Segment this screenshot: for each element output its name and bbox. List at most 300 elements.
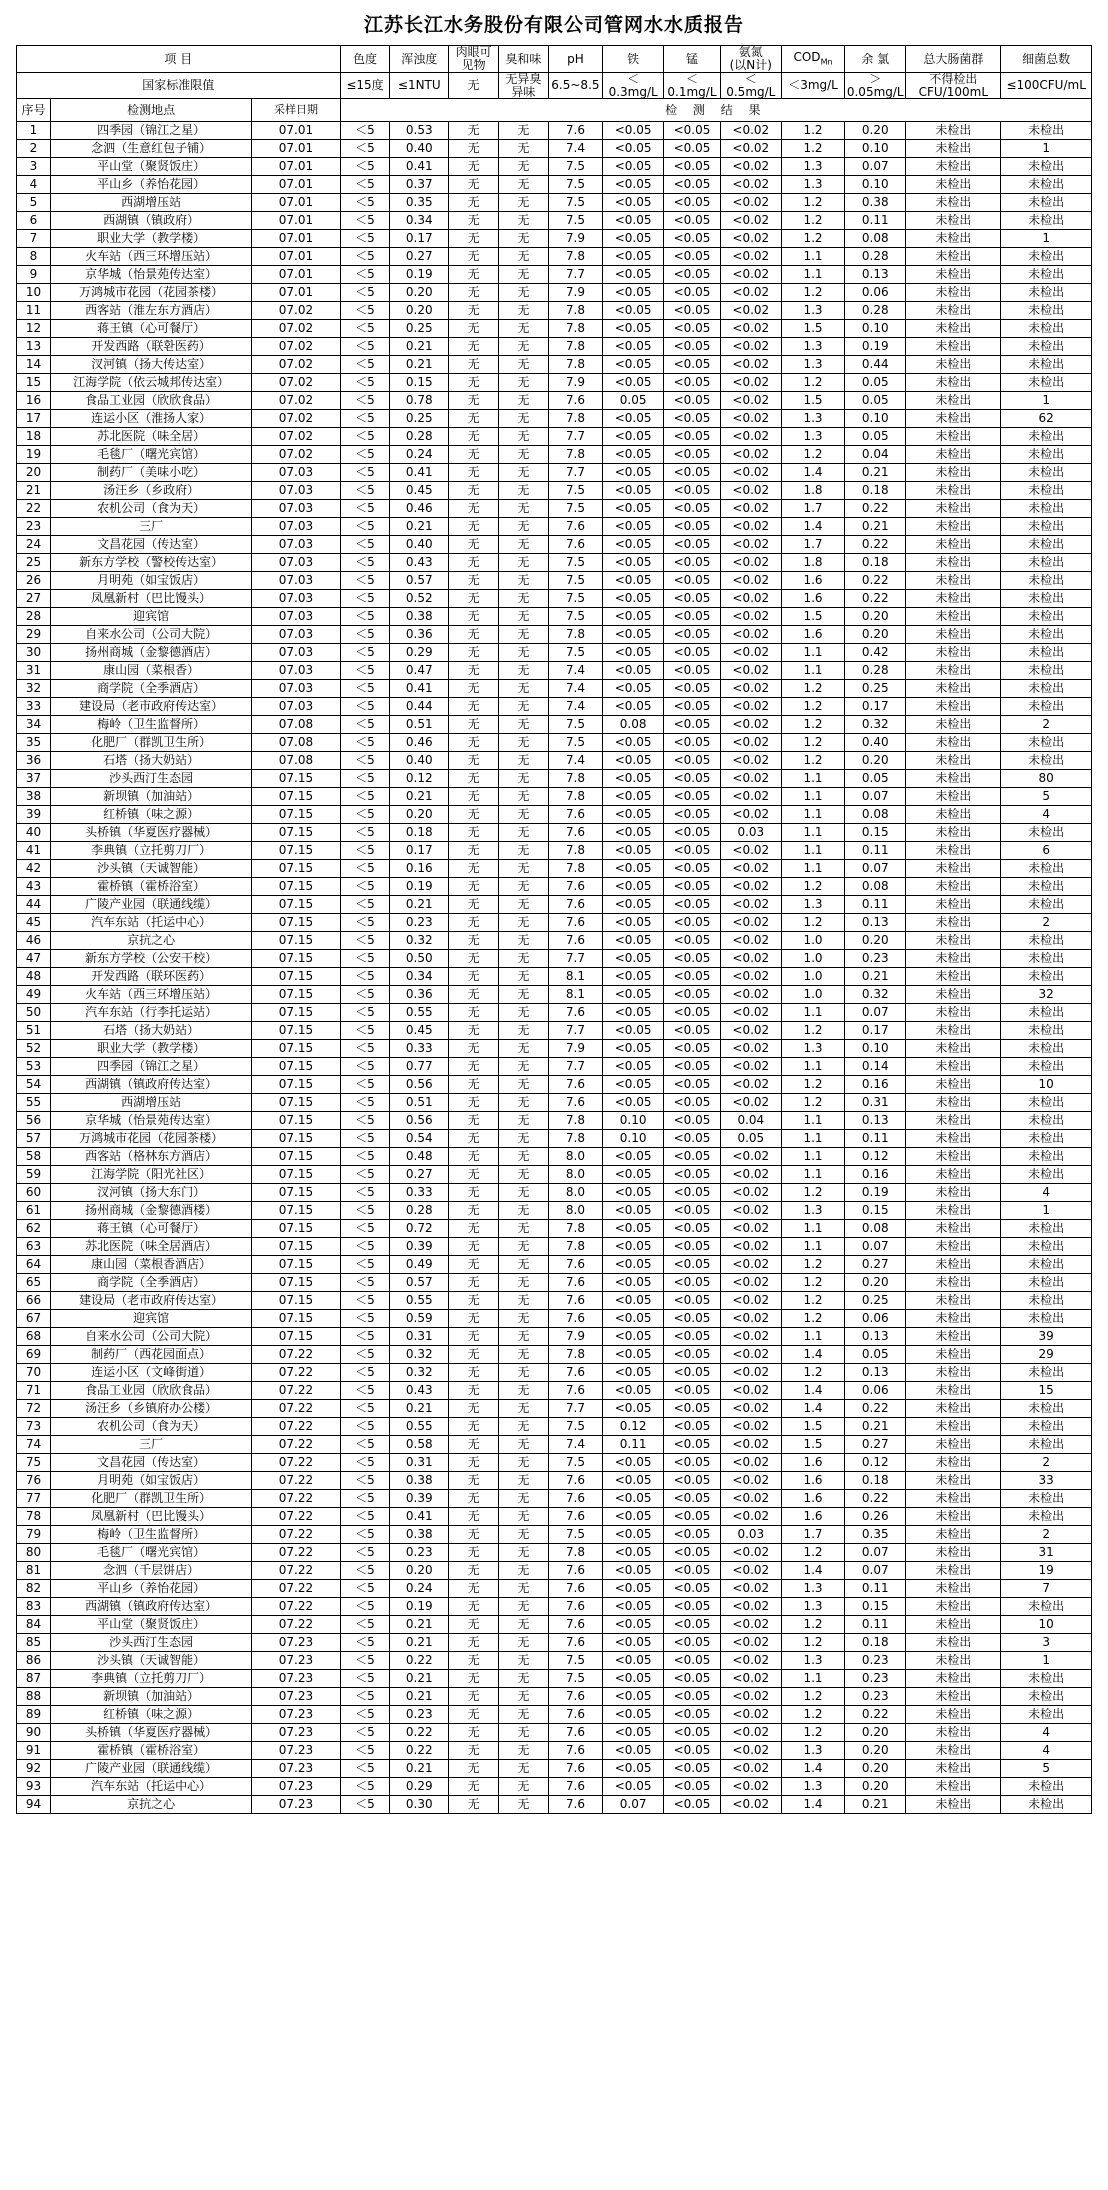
table-row	[17, 860, 1092, 878]
row-turbidity: 0.24	[390, 1580, 449, 1598]
row-site: 石塔（扬大奶站）	[50, 752, 251, 770]
table-row	[17, 1040, 1092, 1058]
row-odor: 无	[498, 194, 548, 212]
row-index: 35	[17, 734, 51, 752]
row-manganese: <0.05	[664, 1274, 721, 1292]
row-ph: 7.6	[548, 1688, 602, 1706]
row-bacteria: 未检出	[1001, 1490, 1092, 1508]
row-site: 化肥厂（群凯卫生所）	[50, 734, 251, 752]
row-site: 李典镇（立托剪刀厂）	[50, 1670, 251, 1688]
row-index: 84	[17, 1616, 51, 1634]
row-cod: 1.2	[781, 680, 844, 698]
row-index: 49	[17, 986, 51, 1004]
row-ammonia: <0.02	[720, 230, 781, 248]
row-manganese: <0.05	[664, 122, 721, 140]
row-cod: 1.1	[781, 248, 844, 266]
row-ph: 7.5	[548, 500, 602, 518]
row-chlorine: 0.27	[845, 1436, 906, 1454]
row-cod: 1.4	[781, 1346, 844, 1364]
row-index: 33	[17, 698, 51, 716]
row-iron: <0.05	[603, 1364, 664, 1382]
limit-bacteria: ≤100CFU/mL	[1001, 73, 1092, 99]
row-bacteria: 未检出	[1001, 212, 1092, 230]
row-turbidity: 0.55	[390, 1004, 449, 1022]
row-bacteria: 未检出	[1001, 158, 1092, 176]
row-turbidity: 0.51	[390, 716, 449, 734]
row-chlorine: 0.22	[845, 500, 906, 518]
table-row	[17, 986, 1092, 1004]
row-cod: 1.0	[781, 968, 844, 986]
row-ph: 7.5	[548, 554, 602, 572]
row-ammonia: <0.02	[720, 1778, 781, 1796]
row-manganese: <0.05	[664, 194, 721, 212]
header-col-bacteria: 细菌总数	[1001, 46, 1092, 73]
row-index: 13	[17, 338, 51, 356]
row-ammonia: <0.02	[720, 1238, 781, 1256]
row-date: 07.02	[252, 320, 340, 338]
row-cod: 1.1	[781, 1670, 844, 1688]
row-ph: 7.9	[548, 230, 602, 248]
row-index: 20	[17, 464, 51, 482]
row-manganese: <0.05	[664, 824, 721, 842]
table-row	[17, 1130, 1092, 1148]
row-cod: 1.2	[781, 1274, 844, 1292]
row-chlorine: 0.12	[845, 1148, 906, 1166]
row-site: 西湖增压站	[50, 1094, 251, 1112]
row-turbidity: 0.21	[390, 1400, 449, 1418]
row-coliform: 未检出	[906, 1346, 1001, 1364]
row-cod: 1.3	[781, 428, 844, 446]
row-site: 头桥镇（华夏医疗器械）	[50, 1724, 251, 1742]
row-coliform: 未检出	[906, 1760, 1001, 1778]
row-ph: 7.6	[548, 1778, 602, 1796]
row-visible: 无	[449, 122, 499, 140]
row-iron: <0.05	[603, 140, 664, 158]
row-ph: 7.7	[548, 1058, 602, 1076]
row-site: 月明苑（如宝饭店）	[50, 1472, 251, 1490]
row-date: 07.01	[252, 140, 340, 158]
row-ph: 7.5	[548, 194, 602, 212]
row-manganese: <0.05	[664, 986, 721, 1004]
row-ph: 7.6	[548, 1706, 602, 1724]
row-visible: 无	[449, 356, 499, 374]
row-turbidity: 0.41	[390, 680, 449, 698]
row-coliform: 未检出	[906, 194, 1001, 212]
row-iron: <0.05	[603, 1634, 664, 1652]
row-coliform: 未检出	[906, 518, 1001, 536]
row-site: 苏北医院（味全居酒店）	[50, 1238, 251, 1256]
row-manganese: <0.05	[664, 302, 721, 320]
row-ph: 7.5	[548, 1526, 602, 1544]
row-visible: 无	[449, 338, 499, 356]
row-site: 扬州商城（金黎德酒楼）	[50, 1202, 251, 1220]
row-bacteria: 未检出	[1001, 500, 1092, 518]
row-ph: 7.8	[548, 410, 602, 428]
row-ph: 7.6	[548, 536, 602, 554]
row-date: 07.02	[252, 392, 340, 410]
row-odor: 无	[498, 590, 548, 608]
table-row	[17, 806, 1092, 824]
row-bacteria: 未检出	[1001, 1292, 1092, 1310]
row-manganese: <0.05	[664, 1688, 721, 1706]
row-bacteria: 未检出	[1001, 1256, 1092, 1274]
row-cod: 1.8	[781, 554, 844, 572]
row-ammonia: <0.02	[720, 1220, 781, 1238]
table-row	[17, 1022, 1092, 1040]
caption-site: 检测地点	[50, 99, 251, 122]
row-chlorine: 0.20	[845, 752, 906, 770]
row-odor: 无	[498, 680, 548, 698]
row-iron: <0.05	[603, 536, 664, 554]
row-index: 90	[17, 1724, 51, 1742]
row-odor: 无	[498, 554, 548, 572]
row-coliform: 未检出	[906, 788, 1001, 806]
row-bacteria: 未检出	[1001, 1796, 1092, 1814]
row-visible: 无	[449, 986, 499, 1004]
row-ammonia: <0.02	[720, 446, 781, 464]
row-ammonia: <0.02	[720, 1472, 781, 1490]
row-turbidity: 0.41	[390, 158, 449, 176]
row-ammonia: <0.02	[720, 1256, 781, 1274]
table-row	[17, 1094, 1092, 1112]
row-ph: 7.9	[548, 284, 602, 302]
row-bacteria: 未检出	[1001, 626, 1092, 644]
row-turbidity: 0.31	[390, 1328, 449, 1346]
row-cod: 1.5	[781, 1436, 844, 1454]
row-site: 西客站（格林东方酒店）	[50, 1148, 251, 1166]
row-date: 07.03	[252, 464, 340, 482]
row-bacteria: 未检出	[1001, 320, 1092, 338]
row-visible: 无	[449, 806, 499, 824]
row-iron: <0.05	[603, 1562, 664, 1580]
row-iron: <0.05	[603, 122, 664, 140]
row-bacteria: 31	[1001, 1544, 1092, 1562]
row-ph: 7.6	[548, 1490, 602, 1508]
row-chlorine: 0.05	[845, 392, 906, 410]
row-odor: 无	[498, 968, 548, 986]
row-ammonia: <0.02	[720, 1724, 781, 1742]
row-odor: 无	[498, 1706, 548, 1724]
row-chlorine: 0.15	[845, 1202, 906, 1220]
row-chlorine: 0.21	[845, 464, 906, 482]
row-bacteria: 1	[1001, 1652, 1092, 1670]
row-manganese: <0.05	[664, 860, 721, 878]
row-visible: 无	[449, 410, 499, 428]
row-ammonia: <0.02	[720, 1418, 781, 1436]
table-row	[17, 1418, 1092, 1436]
row-odor: 无	[498, 1274, 548, 1292]
row-color: ＜5	[340, 1382, 390, 1400]
row-index: 42	[17, 860, 51, 878]
row-cod: 1.4	[781, 1796, 844, 1814]
row-bacteria: 未检出	[1001, 446, 1092, 464]
row-manganese: <0.05	[664, 1724, 721, 1742]
table-row	[17, 122, 1092, 140]
row-cod: 1.1	[781, 806, 844, 824]
row-iron: <0.05	[603, 1544, 664, 1562]
row-iron: <0.05	[603, 464, 664, 482]
row-odor: 无	[498, 698, 548, 716]
row-ph: 8.0	[548, 1148, 602, 1166]
row-site: 霍桥镇（霍桥浴室）	[50, 878, 251, 896]
row-cod: 1.6	[781, 590, 844, 608]
row-index: 60	[17, 1184, 51, 1202]
row-ph: 7.4	[548, 662, 602, 680]
row-chlorine: 0.26	[845, 1508, 906, 1526]
row-bacteria: 未检出	[1001, 338, 1092, 356]
row-odor: 无	[498, 518, 548, 536]
row-ammonia: <0.02	[720, 1202, 781, 1220]
row-index: 17	[17, 410, 51, 428]
row-index: 74	[17, 1436, 51, 1454]
row-index: 3	[17, 158, 51, 176]
row-manganese: <0.05	[664, 968, 721, 986]
row-bacteria: 未检出	[1001, 1688, 1092, 1706]
row-coliform: 未检出	[906, 320, 1001, 338]
row-date: 07.22	[252, 1400, 340, 1418]
row-manganese: <0.05	[664, 176, 721, 194]
row-coliform: 未检出	[906, 1166, 1001, 1184]
row-ammonia: <0.02	[720, 1328, 781, 1346]
row-chlorine: 0.22	[845, 572, 906, 590]
row-turbidity: 0.29	[390, 644, 449, 662]
row-visible: 无	[449, 662, 499, 680]
row-color: ＜5	[340, 230, 390, 248]
row-visible: 无	[449, 932, 499, 950]
row-date: 07.15	[252, 1292, 340, 1310]
row-ph: 7.8	[548, 446, 602, 464]
row-ammonia: <0.02	[720, 1652, 781, 1670]
table-row	[17, 1688, 1092, 1706]
row-cod: 1.0	[781, 986, 844, 1004]
row-site: 四季园（锦江之星）	[50, 1058, 251, 1076]
row-bacteria: 10	[1001, 1076, 1092, 1094]
row-date: 07.03	[252, 518, 340, 536]
row-manganese: <0.05	[664, 230, 721, 248]
row-chlorine: 0.38	[845, 194, 906, 212]
row-visible: 无	[449, 1094, 499, 1112]
table-row	[17, 1274, 1092, 1292]
row-odor: 无	[498, 1166, 548, 1184]
row-visible: 无	[449, 1778, 499, 1796]
row-iron: <0.05	[603, 1760, 664, 1778]
row-index: 43	[17, 878, 51, 896]
row-ammonia: <0.02	[720, 1670, 781, 1688]
row-chlorine: 0.20	[845, 1274, 906, 1292]
row-bacteria: 未检出	[1001, 518, 1092, 536]
table-row	[17, 518, 1092, 536]
row-chlorine: 0.18	[845, 1472, 906, 1490]
row-coliform: 未检出	[906, 1670, 1001, 1688]
row-odor: 无	[498, 1508, 548, 1526]
row-chlorine: 0.20	[845, 122, 906, 140]
table-row	[17, 1238, 1092, 1256]
row-bacteria: 62	[1001, 410, 1092, 428]
row-manganese: <0.05	[664, 158, 721, 176]
row-iron: <0.05	[603, 230, 664, 248]
row-bacteria: 未检出	[1001, 662, 1092, 680]
row-turbidity: 0.21	[390, 1688, 449, 1706]
row-coliform: 未检出	[906, 860, 1001, 878]
table-row	[17, 644, 1092, 662]
row-turbidity: 0.17	[390, 842, 449, 860]
row-turbidity: 0.50	[390, 950, 449, 968]
row-index: 86	[17, 1652, 51, 1670]
row-chlorine: 0.17	[845, 698, 906, 716]
row-ammonia: <0.02	[720, 356, 781, 374]
row-index: 78	[17, 1508, 51, 1526]
row-color: ＜5	[340, 1688, 390, 1706]
row-odor: 无	[498, 122, 548, 140]
row-date: 07.01	[252, 212, 340, 230]
row-coliform: 未检出	[906, 482, 1001, 500]
row-iron: <0.05	[603, 590, 664, 608]
row-site: 红桥镇（味之源）	[50, 1706, 251, 1724]
row-manganese: <0.05	[664, 1022, 721, 1040]
row-chlorine: 0.10	[845, 176, 906, 194]
row-cod: 1.2	[781, 1724, 844, 1742]
row-index: 45	[17, 914, 51, 932]
row-turbidity: 0.39	[390, 1238, 449, 1256]
row-ph: 7.5	[548, 1418, 602, 1436]
row-iron: <0.05	[603, 284, 664, 302]
row-ph: 8.0	[548, 1184, 602, 1202]
row-iron: <0.05	[603, 1688, 664, 1706]
row-cod: 1.7	[781, 500, 844, 518]
row-odor: 无	[498, 1544, 548, 1562]
row-visible: 无	[449, 1436, 499, 1454]
row-color: ＜5	[340, 446, 390, 464]
row-ammonia: <0.02	[720, 878, 781, 896]
row-visible: 无	[449, 1274, 499, 1292]
row-coliform: 未检出	[906, 1472, 1001, 1490]
row-ph: 7.9	[548, 1328, 602, 1346]
row-date: 07.15	[252, 1040, 340, 1058]
row-visible: 无	[449, 1184, 499, 1202]
row-bacteria: 1	[1001, 140, 1092, 158]
row-manganese: <0.05	[664, 1256, 721, 1274]
row-odor: 无	[498, 500, 548, 518]
row-bacteria: 未检出	[1001, 1310, 1092, 1328]
row-chlorine: 0.08	[845, 230, 906, 248]
row-bacteria: 未检出	[1001, 1040, 1092, 1058]
row-date: 07.15	[252, 932, 340, 950]
row-index: 25	[17, 554, 51, 572]
row-bacteria: 未检出	[1001, 284, 1092, 302]
row-ph: 7.6	[548, 1076, 602, 1094]
row-color: ＜5	[340, 338, 390, 356]
row-coliform: 未检出	[906, 806, 1001, 824]
row-date: 07.02	[252, 428, 340, 446]
row-cod: 1.6	[781, 1454, 844, 1472]
row-iron: <0.05	[603, 1526, 664, 1544]
row-cod: 1.1	[781, 1004, 844, 1022]
table-row	[17, 392, 1092, 410]
row-site: 三厂	[50, 518, 251, 536]
row-index: 53	[17, 1058, 51, 1076]
table-row	[17, 356, 1092, 374]
row-bacteria: 15	[1001, 1382, 1092, 1400]
row-turbidity: 0.29	[390, 1778, 449, 1796]
row-ammonia: <0.02	[720, 590, 781, 608]
row-bacteria: 未检出	[1001, 1418, 1092, 1436]
row-manganese: <0.05	[664, 1454, 721, 1472]
row-visible: 无	[449, 770, 499, 788]
row-site: 新坝镇（加油站）	[50, 1688, 251, 1706]
row-turbidity: 0.23	[390, 1544, 449, 1562]
row-odor: 无	[498, 932, 548, 950]
row-bacteria: 2	[1001, 914, 1092, 932]
row-coliform: 未检出	[906, 1058, 1001, 1076]
row-chlorine: 0.10	[845, 410, 906, 428]
row-color: ＜5	[340, 1706, 390, 1724]
row-date: 07.02	[252, 338, 340, 356]
row-site: 四季园（锦江之星）	[50, 122, 251, 140]
row-chlorine: 0.11	[845, 1616, 906, 1634]
row-ph: 8.1	[548, 968, 602, 986]
row-bacteria: 1	[1001, 1202, 1092, 1220]
row-bacteria: 未检出	[1001, 878, 1092, 896]
row-bacteria: 10	[1001, 1616, 1092, 1634]
row-chlorine: 0.19	[845, 1184, 906, 1202]
row-manganese: <0.05	[664, 284, 721, 302]
row-visible: 无	[449, 536, 499, 554]
row-bacteria: 未检出	[1001, 194, 1092, 212]
row-bacteria: 未检出	[1001, 932, 1092, 950]
row-ammonia: <0.02	[720, 1688, 781, 1706]
row-color: ＜5	[340, 1526, 390, 1544]
row-odor: 无	[498, 824, 548, 842]
row-odor: 无	[498, 1112, 548, 1130]
table-row	[17, 500, 1092, 518]
row-ammonia: 0.03	[720, 824, 781, 842]
row-date: 07.22	[252, 1580, 340, 1598]
row-turbidity: 0.23	[390, 1706, 449, 1724]
row-chlorine: 0.23	[845, 950, 906, 968]
row-visible: 无	[449, 1670, 499, 1688]
row-iron: <0.05	[603, 1004, 664, 1022]
row-ammonia: <0.02	[720, 1508, 781, 1526]
row-site: 李典镇（立托剪刀厂）	[50, 842, 251, 860]
header-col-chlorine: 余 氯	[845, 46, 906, 73]
row-ph: 7.7	[548, 1400, 602, 1418]
row-ammonia: <0.02	[720, 536, 781, 554]
table-row	[17, 914, 1092, 932]
row-index: 37	[17, 770, 51, 788]
row-coliform: 未检出	[906, 1400, 1001, 1418]
row-coliform: 未检出	[906, 1796, 1001, 1814]
table-row	[17, 1004, 1092, 1022]
table-row	[17, 536, 1092, 554]
row-site: 万鸿城市花园（花园茶楼）	[50, 284, 251, 302]
row-visible: 无	[449, 158, 499, 176]
row-site: 新坝镇（加油站）	[50, 788, 251, 806]
row-turbidity: 0.17	[390, 230, 449, 248]
row-visible: 无	[449, 1292, 499, 1310]
row-iron: <0.05	[603, 1076, 664, 1094]
row-ammonia: 0.03	[720, 1526, 781, 1544]
table-row	[17, 968, 1092, 986]
row-coliform: 未检出	[906, 500, 1001, 518]
row-color: ＜5	[340, 122, 390, 140]
row-color: ＜5	[340, 1778, 390, 1796]
row-ammonia: <0.02	[720, 1400, 781, 1418]
row-chlorine: 0.20	[845, 1742, 906, 1760]
row-ph: 7.4	[548, 680, 602, 698]
row-ammonia: <0.02	[720, 1148, 781, 1166]
row-iron: <0.05	[603, 1508, 664, 1526]
row-chlorine: 0.25	[845, 1292, 906, 1310]
